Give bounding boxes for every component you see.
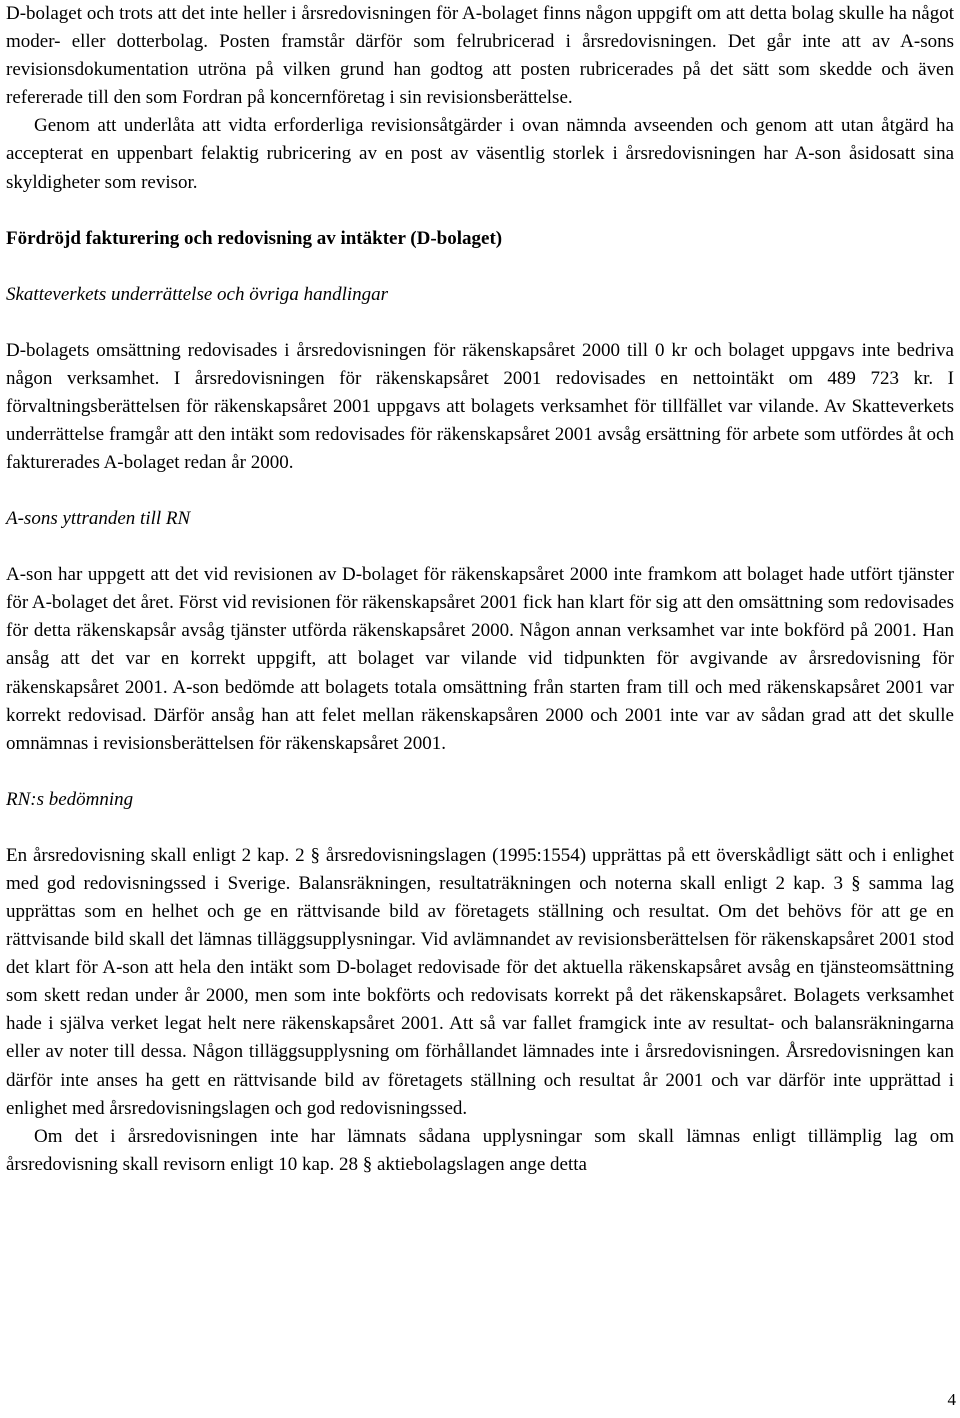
subheading-rn: RN:s bedömning (6, 788, 134, 810)
page-number: 4 (947, 1390, 956, 1409)
subheading-a-son: A-sons yttranden till RN (6, 508, 191, 530)
subheading-skatteverket: Skatteverkets underrättelse och övriga handlingar (6, 283, 389, 305)
paragraph-3: D-bolagets omsättning redovisades i årsredovisningen för räkenskapsåret 2000 till 0 kr och bolaget uppgavs inte bedriva någon verksamhet. I årsredovisningen för räkenskapsåret 2001 redovisades en nettointäkt om 489 723 kr. I förvaltningsberättelsen för räkenskapsåret 2001 uppgavs att bolagets verksamhet för tillfället var vilande. Av Skatteverkets underrättelse framgår att den intäkt som redovisades för räkenskapsåret 2001 avsåg ersättning för arbete som utfördes åt och fakturerades A-bolaget redan år 2000. (6, 339, 954, 474)
paragraph-5: En årsredovisning skall enligt 2 kap. 2 § årsredovisningslagen (1995:1554) upprättas på ett överskådligt sätt och i enlighet med god redovisningssed i Sverige. Balansräkningen, resultaträkningen och noterna skall enligt 2 kap. 3 § samma lag upprättas som en helhet och ge en rättvisande bild av företagets ställning och resultat. Om det behövs för att ge en rättvisande bild skall det lämnas tilläggsupplysningar. Vid avlämnandet av revisionsberättelsen för räkenskapsåret 2001 stod det klart för A-son att hela den intäkt som D-bolaget redovisade för det aktuella räkenskapsåret avsåg en tjänsteomsättning som skett redan under år 2000, men som inte bokförts och redovisats korrekt på det räkenskapsåret. Bolagets verksamhet hade i själva verket legat helt nere räkenskapsåret 2001. Att så var fallet framgick inte av resultat- och balansräkningarna eller av noter till dessa. Någon tilläggsupplysning om förhållandet lämnades inte i årsredovisningen. Årsredovisningen kan därför inte anses ha gett en rättvisande bild av företagets ställning och resultat år 2001 och var därför inte upprättad i enlighet med årsredovisningslagen och god redovisningssed. (6, 844, 954, 1119)
paragraph-1: D-bolaget och trots att det inte heller i årsredovisningen för A-bolaget finns någon uppgift om att detta bolag skulle ha något moder- eller dotterbolag. Posten framstår därför som felrubricerad i årsredovisningen. Det går inte att av A-sons revisionsdokumentation utröna på vilken grund han godtog att posten rubricerades på det sätt som skedde och även refererade till den som Fordran på koncernföretag i sin revisionsberättelse. (6, 3, 954, 109)
paragraph-4: A-son har uppgett att det vid revisionen av D-bolaget för räkenskapsåret 2000 inte framkom att bolaget hade utfört tjänster för A-bolaget det året. Först vid revisionen för räkenskapsåret 2001 fick han klart för sig att den omsättning som redovisades för detta räkenskapsår avsåg tjänster utförda räkenskapsåret 2000. Någon annan verksamhet var inte bokförd på 2001. Han ansåg att det var en korrekt uppgift, att bolaget var vilande vid tidpunkten för avgivande av årsredovisning för räkenskapsåret 2001. A-son bedömde att bolagets totala omsättning från starten fram till och med räkenskapsåret 2001 var korrekt redovisad. Därför ansåg han att felet mellan räkenskapsåren 2000 och 2001 inte var av sådan grad att det skulle omnämnas i revisionsberättelsen för räkenskapsåret 2001. (6, 564, 954, 754)
paragraph-6: Om det i årsredovisningen inte har lämnats sådana upplysningar som skall lämnas enligt tillämplig lag om årsredovisning skall revisorn enligt 10 kap. 28 § aktiebolagslagen ange detta (6, 1125, 954, 1175)
paragraph-2: Genom att underlåta att vidta erforderliga revisionsåtgärder i ovan nämnda avseenden och genom att utan åtgärd ha accepterat en uppenbart felaktig rubricering av en post av väsentlig storlek i årsredovisningen har A-son åsidosatt sina skyldigheter som revisor. (6, 115, 954, 193)
section-heading: Fördröjd fakturering och redovisning av intäkter (D-bolaget) (6, 227, 503, 249)
